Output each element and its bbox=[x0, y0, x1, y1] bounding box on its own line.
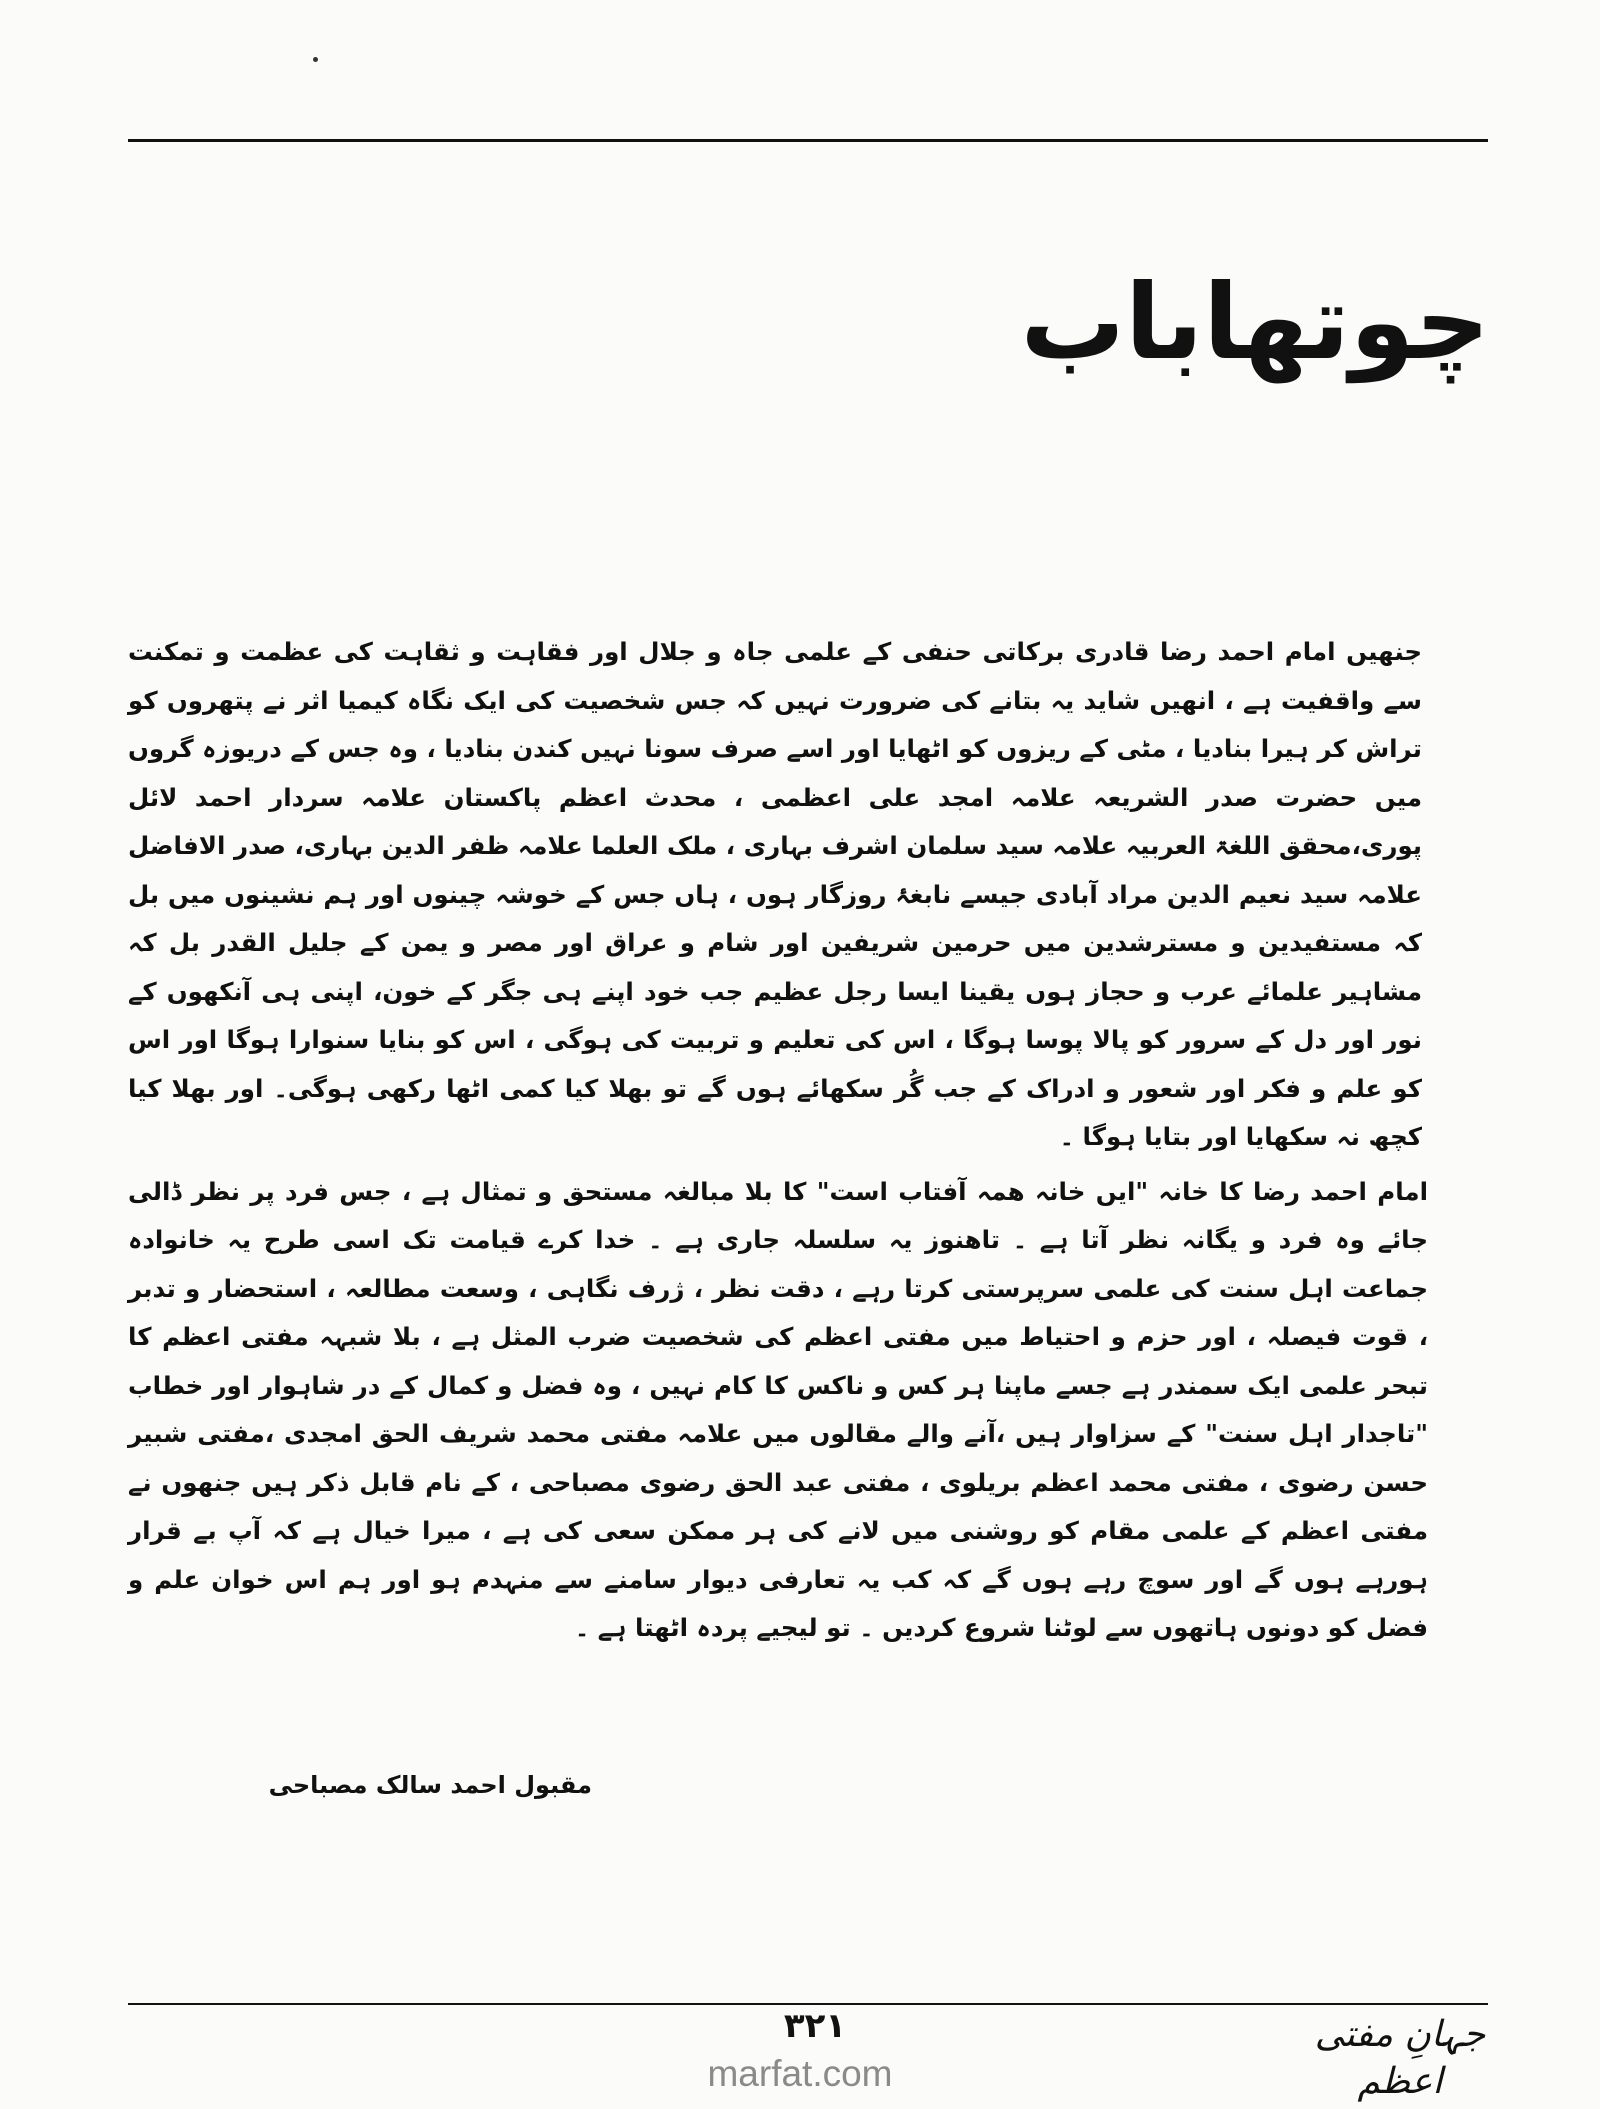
chapter-title: چوتھاباب bbox=[1020, 261, 1490, 383]
paragraph-household: امام احمد رضا کا خانہ "ایں خانہ همہ آفتاب است" کا بلا مبالغہ مستحق و تمثال ہے ، جس فرد پر نظر ڈالی جائے وہ فرد و یگانہ نظر آتا ہے ۔ تاھنوز یہ سلسلہ جاری ہے ۔ خدا کرے قیامت تک اسی طرح یہ خانوادہ جماعت اہل سنت کی علمی سرپرستی کرتا رہے ، دقت نظر ، ژرف نگاہی ، وسعت مطالعہ ، استحضار و تدبر ، قوت فیصلہ ، اور حزم و احتیاط میں مفتی اعظم کی شخصیت ضرب المثل ہے ، بلا شبہہ مفتی اعظم کا تبحر علمی ایک سمندر ہے جسے ماپنا ہر کس و ناکس کا کام نہیں ، وہ فضل و کمال کے در شاہوار اور خطاب "تاجدار اہل سنت" کے سزاوار ہیں ،آنے والے مقالوں میں علامہ مفتی محمد شریف الحق امجدی ،مفتی شبیر حسن رضوی ، مفتی محمد اعظم بریلوی ، مفتی عبد الحق رضوی مصباحی ، کے نام قابل ذکر ہیں جنھوں نے مفتی اعظم کے علمی مقام کو روشنی میں لانے کی ہر ممکن سعی کی ہے ، میرا خیال ہے کہ آپ بے قرار ہورہے ہوں گے اور سوچ رہے ہوں گے کہ کب یہ تعارفی دیوار سامنے سے منہدم ہو اور ہم اس خوان علم و فضل کو دونوں ہاتھوں سے لوٹنا شروع کردیں ۔ تو لیجیے پردہ اٹھتا ہے ۔ bbox=[128, 1176, 1428, 1642]
paper-speck bbox=[313, 57, 318, 62]
paragraph-intro: جنھیں امام احمد رضا قادری برکاتی حنفی کے علمی جاہ و جلال اور فقاہت و ثقاہت کی عظمت و تمکنت سے واقفیت ہے ، انھیں شاید یہ بتانے کی ضرورت نہیں کہ جس شخصیت کی ایک نگاہ کیمیا اثر نے پتھروں کو تراش کر ہیرا بنادیا ، مٹی کے ریزوں کو اٹھایا اور اسے صرف سونا نہیں کندن بنادیا ، وہ جس کے دریوزہ گروں میں حضرت صدر الشریعہ علامہ امجد علی اعظمی ، محدث اعظم پاکستان علامہ سردار احمد لائل پوری،محقق اللغۃ العربیہ علامہ سید سلمان اشرف بہاری ، ملک العلما علامہ ظفر الدین بہاری، صدر الافاضل علامہ سید نعیم الدین مراد آبادی جیسے نابغۂ روزگار ہوں ، ہاں جس کے خوشہ چینوں اور ہم نشینوں میں بل کہ مستفیدین و مسترشدین میں حرمین شریفین اور شام و عراق اور مصر و یمن کے جلیل القدر بل کہ مشاہیر علمائے عرب و حجاز ہوں یقینا ایسا رجل عظیم جب خود اپنے ہی جگر کے خون، اپنی ہی آنکھوں کے نور اور دل کے سرور کو پالا پوسا ہوگا ، اس کی تعلیم و تربیت کی ہوگی ، اس کو بنایا سنوارا ہوگا اور اس کو علم و فکر اور شعور و ادراک کے جب گُر سکھائے ہوں گے تو بھلا کیا کمی اٹھا رکھی ہوگی۔ اور بھلا کیا کچھ نہ سکھایا اور بتایا ہوگا ۔ bbox=[128, 637, 1422, 1151]
page-number: ۳۲۱ bbox=[783, 2006, 847, 2046]
header-rule bbox=[128, 139, 1488, 142]
author-signature: مقبول احمد سالک مصباحی bbox=[268, 1771, 592, 1799]
book-title: جہانِ مفتی اعظم bbox=[1314, 2014, 1486, 2102]
footer-rule bbox=[128, 2003, 1488, 2005]
body-text bbox=[128, 628, 1472, 1653]
watermark: marfat.com bbox=[707, 2053, 893, 2094]
